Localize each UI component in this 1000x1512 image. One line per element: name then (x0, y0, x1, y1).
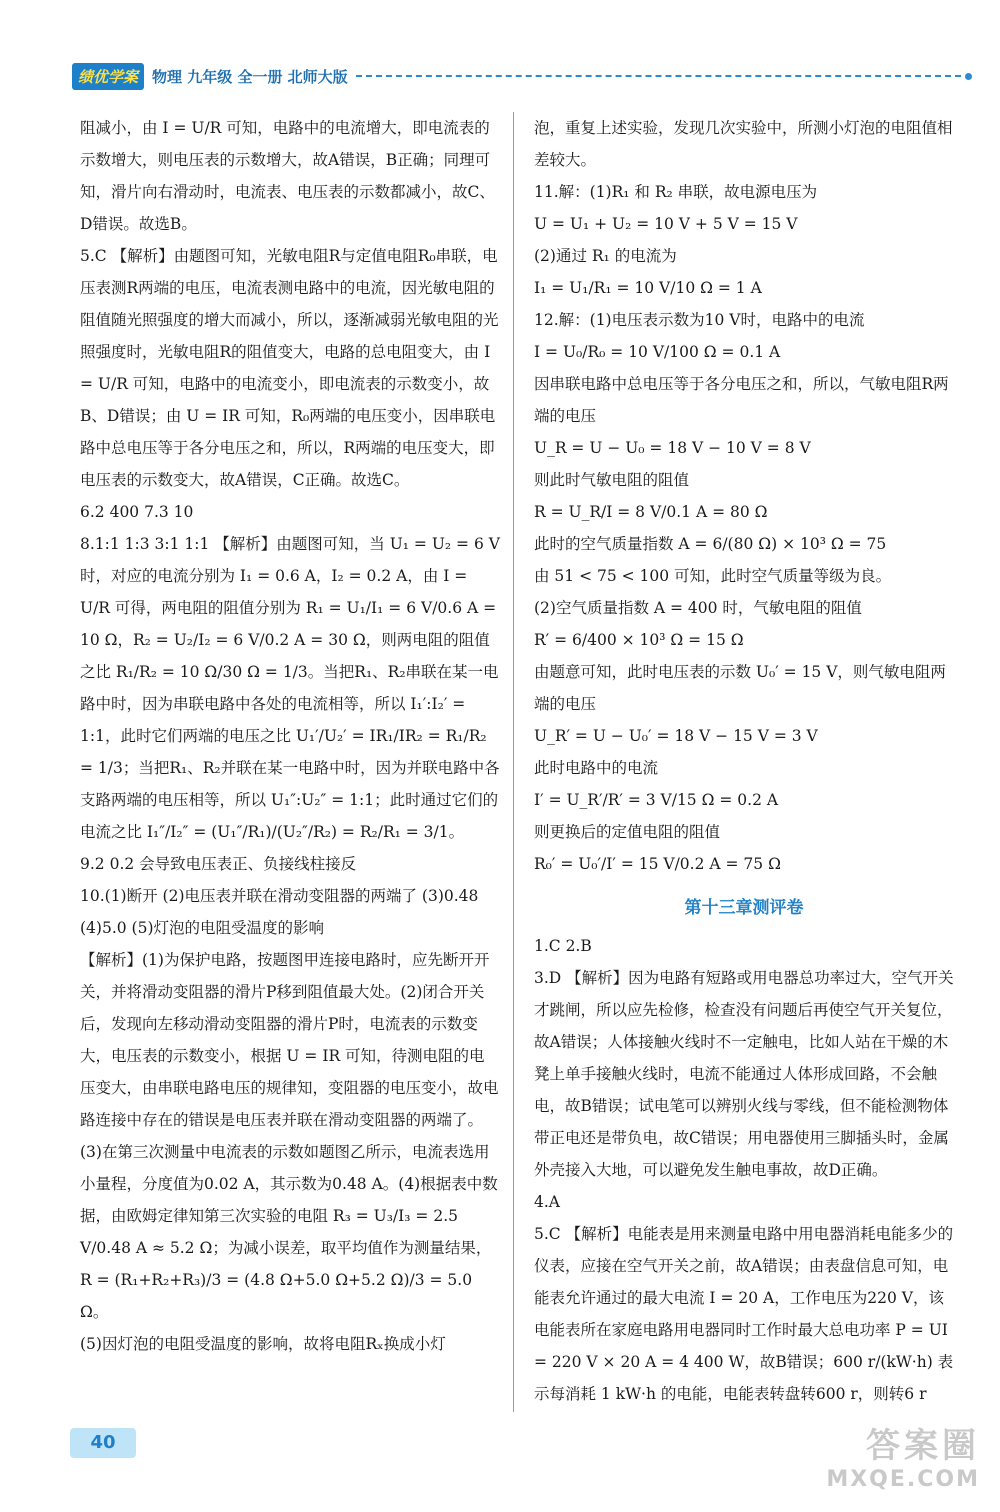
right-paragraph: I = U₀/R₀ = 10 V/100 Ω = 0.1 A (534, 343, 781, 361)
watermark-text: 答案圈 (866, 1426, 980, 1466)
right-paragraph: U = U₁ + U₂ = 10 V + 5 V = 15 V (534, 215, 798, 233)
page-header (72, 62, 972, 90)
right-paragraph: R = U_R/I = 8 V/0.1 A = 80 Ω (534, 503, 768, 521)
left-paragraph: 阻减小，由 I = U/R 可知，电路中的电流增大，即电流表的示数增大，则电压表的示数增大，故A错误，B正确；同理可知，滑片向右滑动时，电流表、电压表的示数都减小，故C、D错误。故选B。 (80, 119, 495, 233)
page-number: 40 (70, 1428, 136, 1458)
left-paragraph: 6.2 400 7.3 10 (80, 503, 194, 521)
right-paragraph: I′ = U_R′/R′ = 3 V/15 Ω = 0.2 A (534, 791, 779, 809)
header-divider (356, 75, 961, 77)
right-paragraph: (2)空气质量指数 A = 400 时，气敏电阻的阻值 (534, 599, 862, 617)
left-paragraph: 【解析】(1)为保护电路，按题图甲连接电路时，应先断开开关，并将滑动变阻器的滑片P移到阻值最大处。(2)闭合开关后，发现向左移动滑动变阻器的滑片P时，电流表的示数变大，电压表的示数变小，根据 U = IR 可知，待测电阻的电压变大，由串联电路电压的规律知，变阻器的电压变小，故电路连接中存在的错误是电压表并联在滑动变阻器的两端了。(3)在第三次测量中电流表的示数如题图乙所示，电流表选用小量程，分度值为0.02 A，其示数为0.48 A。(4)根据表中数据，由欧姆定律知第三次实验的电阻 R₃ = U₃/I₃ = 2.5 V/0.48 A ≈ 5.2 Ω；为减小误差，取平均值作为测量结果，R = (R₁+R₂+R₃)/3 = (4.8 Ω+5.0 Ω+5.2 Ω)/3 = 5.0 Ω。 (80, 951, 499, 1321)
right-paragraph: 则此时气敏电阻的阻值 (534, 471, 690, 489)
right-paragraph: R₀′ = U₀′/I′ = 15 V/0.2 A = 75 Ω (534, 855, 781, 873)
left-paragraph: 10.(1)断开 (2)电压表并联在滑动变阻器的两端了 (3)0.48 (4)5.0 (5)灯泡的电阻受温度的影响 (80, 887, 479, 937)
right-paragraph: R′ = 6/400 × 10³ Ω = 15 Ω (534, 631, 744, 649)
right-paragraph: 由 51 < 75 < 100 可知，此时空气质量等级为良。 (534, 567, 892, 585)
header-dot (965, 73, 972, 80)
right-paragraph: (2)通过 R₁ 的电流为 (534, 247, 677, 265)
right-paragraph: 1.C 2.B (534, 937, 592, 955)
right-paragraph: 11.解：(1)R₁ 和 R₂ 串联，故电源电压为 (534, 183, 818, 201)
left-paragraph: 9.2 0.2 会导致电压表正、负接线柱接反 (80, 855, 357, 873)
series-logo: 绩优学案 (72, 63, 144, 90)
right-paragraph: 因串联电路中总电压等于各分电压之和，所以，气敏电阻R两端的电压 (534, 375, 949, 425)
right-paragraph: 由题意可知，此时电压表的示数 U₀′ = 15 V，则气敏电阻两端的电压 (534, 663, 946, 713)
book-subject: 物理 九年级 全一册 北师大版 (152, 67, 348, 86)
left-column (80, 112, 500, 1360)
watermark (826, 1418, 980, 1492)
left-paragraph: (5)因灯泡的电阻受温度的影响，故将电阻Rₓ换成小灯 (80, 1335, 446, 1353)
section-title: 第十三章测评卷 (684, 898, 804, 918)
left-paragraph: 5.C 【解析】由题图可知，光敏电阻R与定值电阻R₀串联，电压表测R两端的电压，电流表测电路中的电流，因光敏电阻的阻值随光照强度的增大而减小，所以，逐渐减弱光敏电阻的光照强度时，光敏电阻R的阻值变大，电路的总电阻变大，由 I = U/R 可知，电路中的电流变小，即电流表的示数变小，故B、D错误；由 U = IR 可知，R₀两端的电压变小，因串联电路中总电压等于各分电压之和，所以，R两端的电压变大，即电压表的示数变大，故A错误，C正确。故选C。 (80, 247, 499, 489)
right-paragraph: 4.A (534, 1193, 560, 1211)
right-paragraph: U_R = U − U₀ = 18 V − 10 V = 8 V (534, 439, 811, 457)
right-paragraph: U_R′ = U − U₀′ = 18 V − 15 V = 3 V (534, 727, 818, 745)
right-paragraph: 3.D 【解析】因为电路有短路或用电器总功率过大，空气开关才跳闸，所以应先检修，检查没有问题后再使空气开关复位，故A错误；人体接触火线时不一定触电，比如人站在干燥的木凳上单手接触火线时，电流不能通过人体形成回路，不会触电，故B错误；试电笔可以辨别火线与零线，但不能检测物体带正电还是带负电，故C错误；用电器使用三脚插头时，金属外壳接入大地，可以避免发生触电事故，故D正确。 (534, 969, 954, 1179)
right-paragraph: 泡，重复上述实验，发现几次实验中，所测小灯泡的电阻值相差较大。 (534, 119, 953, 169)
right-paragraph: 此时电路中的电流 (534, 759, 659, 777)
column-divider (513, 112, 514, 1412)
right-paragraph: 此时的空气质量指数 A = 6/(80 Ω) × 10³ Ω = 75 (534, 535, 887, 553)
right-paragraph: 则更换后的定值电阻的阻值 (534, 823, 721, 841)
right-paragraph: 12.解：(1)电压表示数为10 V时，电路中的电流 (534, 311, 865, 329)
watermark-url: MXQE.COM (826, 1467, 980, 1492)
right-column (534, 112, 954, 1410)
right-paragraph: 5.C 【解析】电能表是用来测量电路中用电器消耗电能多少的仪表，应接在空气开关之前，故A错误；由表盘信息可知，电能表允许通过的最大电流 I = 20 A，工作电压为220 V，该电能表所在家庭电路用电器同时工作时最大总电功率 P = UI = 220 V × 20 A = 4 400 W，故B错误；600 r/(kW·h) 表示每消耗 1 kW·h 的电能，电能表转盘转600 r，则转6 r (534, 1225, 954, 1403)
left-paragraph: 8.1:1 1:3 3:1 1:1 【解析】由题图可知，当 U₁ = U₂ = 6 V 时，对应的电流分别为 I₁ = 0.6 A，I₂ = 0.2 A，由 I = U/R 可得，两电阻的阻值分别为 R₁ = U₁/I₁ = 6 V/0.6 A = 10 Ω，R₂ = U₂/I₂ = 6 V/0.2 A = 30 Ω，则两电阻的阻值之比 R₁/R₂ = 10 Ω/30 Ω = 1/3。当把R₁、R₂串联在某一电路中时，因为串联电路中各处的电流相等，所以 I₁′:I₂′ = 1:1，此时它们两端的电压之比 U₁′/U₂′ = IR₁/IR₂ = R₁/R₂ = 1/3；当把R₁、R₂并联在某一电路中时，因为并联电路中各支路两端的电压相等，所以 U₁″:U₂″ = 1:1；此时通过它们的电流之比 I₁″/I₂″ = (U₁″/R₁)/(U₂″/R₂) = R₂/R₁ = 3/1。 (80, 535, 500, 841)
right-paragraph: I₁ = U₁/R₁ = 10 V/10 Ω = 1 A (534, 279, 762, 297)
